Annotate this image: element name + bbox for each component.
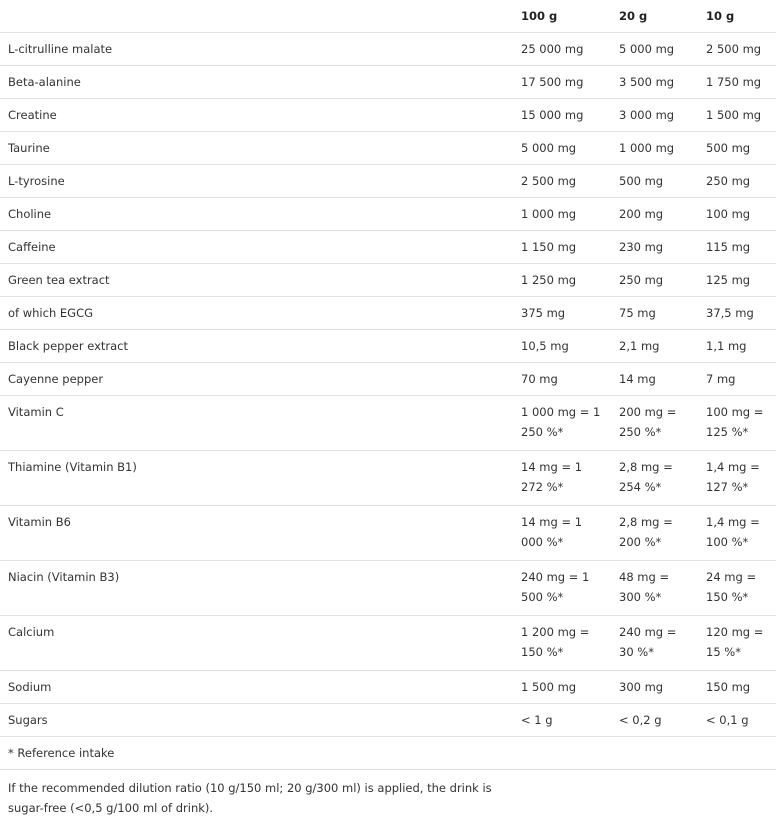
value-100g: 1 000 mg bbox=[513, 198, 611, 231]
value-100g: 5 000 mg bbox=[513, 132, 611, 165]
header-10g: 10 g bbox=[698, 0, 776, 33]
header-ingredient bbox=[0, 0, 513, 33]
ingredient-name: Vitamin C bbox=[0, 396, 513, 451]
reference-intake-footnote: * Reference intake bbox=[0, 737, 776, 770]
value-10g: 250 mg bbox=[698, 165, 776, 198]
value-10g: 1 750 mg bbox=[698, 66, 776, 99]
table-row bbox=[0, 264, 776, 297]
value-20g: 500 mg bbox=[611, 165, 698, 198]
ingredient-name: Vitamin B6 bbox=[0, 506, 513, 561]
value-20g: 3 500 mg bbox=[611, 66, 698, 99]
ingredient-name: Cayenne pepper bbox=[0, 363, 513, 396]
value-100g: 1 200 mg = 150 %* bbox=[513, 616, 611, 671]
value-100g: 14 mg = 1 000 %* bbox=[513, 506, 611, 561]
value-20g: 5 000 mg bbox=[611, 33, 698, 66]
table-body bbox=[0, 33, 776, 770]
value-100g: 1 000 mg = 1 250 %* bbox=[513, 396, 611, 451]
ingredient-name: L-citrulline malate bbox=[0, 33, 513, 66]
value-20g: 230 mg bbox=[611, 231, 698, 264]
value-10g: 24 mg = 150 %* bbox=[698, 561, 776, 616]
ingredient-name: Thiamine (Vitamin B1) bbox=[0, 451, 513, 506]
table-row bbox=[0, 33, 776, 66]
table-row bbox=[0, 561, 776, 616]
table-row bbox=[0, 363, 776, 396]
value-10g: 150 mg bbox=[698, 671, 776, 704]
value-20g: 2,8 mg = 200 %* bbox=[611, 506, 698, 561]
ingredient-name: of which EGCG bbox=[0, 297, 513, 330]
value-20g: 1 000 mg bbox=[611, 132, 698, 165]
table-row bbox=[0, 396, 776, 451]
value-100g: 10,5 mg bbox=[513, 330, 611, 363]
value-100g: 1 250 mg bbox=[513, 264, 611, 297]
ingredient-name: L-tyrosine bbox=[0, 165, 513, 198]
table-header-row bbox=[0, 0, 776, 33]
value-10g: 500 mg bbox=[698, 132, 776, 165]
value-10g: 115 mg bbox=[698, 231, 776, 264]
table-row bbox=[0, 616, 776, 671]
value-20g: < 0,2 g bbox=[611, 704, 698, 737]
value-20g: 200 mg bbox=[611, 198, 698, 231]
value-100g: 70 mg bbox=[513, 363, 611, 396]
value-100g: 14 mg = 1 272 %* bbox=[513, 451, 611, 506]
value-20g: 48 mg = 300 %* bbox=[611, 561, 698, 616]
value-10g: 1 500 mg bbox=[698, 99, 776, 132]
header-20g: 20 g bbox=[611, 0, 698, 33]
table-row bbox=[0, 704, 776, 737]
ingredient-name: Choline bbox=[0, 198, 513, 231]
header-100g: 100 g bbox=[513, 0, 611, 33]
value-10g: 1,4 mg = 100 %* bbox=[698, 506, 776, 561]
value-100g: 15 000 mg bbox=[513, 99, 611, 132]
dilution-note: If the recommended dilution ratio (10 g/150 ml; 20 g/300 ml) is applied, the drink is sugar-free (<0,5 g/100 ml of drink). bbox=[8, 781, 492, 815]
value-20g: 240 mg = 30 %* bbox=[611, 616, 698, 671]
value-100g: 240 mg = 1 500 %* bbox=[513, 561, 611, 616]
table-row bbox=[0, 671, 776, 704]
value-10g: 125 mg bbox=[698, 264, 776, 297]
value-10g: 100 mg bbox=[698, 198, 776, 231]
value-10g: 2 500 mg bbox=[698, 33, 776, 66]
value-10g: 37,5 mg bbox=[698, 297, 776, 330]
value-10g: 100 mg = 125 %* bbox=[698, 396, 776, 451]
table-row bbox=[0, 330, 776, 363]
table-row bbox=[0, 451, 776, 506]
value-10g: 7 mg bbox=[698, 363, 776, 396]
value-100g: 1 500 mg bbox=[513, 671, 611, 704]
ingredient-name: Black pepper extract bbox=[0, 330, 513, 363]
value-20g: 2,1 mg bbox=[611, 330, 698, 363]
footnote-row bbox=[0, 737, 776, 770]
ingredient-name: Calcium bbox=[0, 616, 513, 671]
table-row bbox=[0, 231, 776, 264]
value-100g: 1 150 mg bbox=[513, 231, 611, 264]
ingredient-name: Niacin (Vitamin B3) bbox=[0, 561, 513, 616]
ingredient-name: Beta-alanine bbox=[0, 66, 513, 99]
ingredient-name: Creatine bbox=[0, 99, 513, 132]
value-100g: < 1 g bbox=[513, 704, 611, 737]
value-10g: 1,1 mg bbox=[698, 330, 776, 363]
value-10g: 120 mg = 15 %* bbox=[698, 616, 776, 671]
table-row bbox=[0, 198, 776, 231]
value-20g: 200 mg = 250 %* bbox=[611, 396, 698, 451]
value-20g: 250 mg bbox=[611, 264, 698, 297]
table-row bbox=[0, 297, 776, 330]
ingredient-name: Taurine bbox=[0, 132, 513, 165]
table-row bbox=[0, 165, 776, 198]
table-row bbox=[0, 506, 776, 561]
value-10g: 1,4 mg = 127 %* bbox=[698, 451, 776, 506]
value-20g: 3 000 mg bbox=[611, 99, 698, 132]
ingredient-name: Green tea extract bbox=[0, 264, 513, 297]
table-row bbox=[0, 66, 776, 99]
value-10g: < 0,1 g bbox=[698, 704, 776, 737]
value-20g: 300 mg bbox=[611, 671, 698, 704]
table-row bbox=[0, 132, 776, 165]
value-20g: 2,8 mg = 254 %* bbox=[611, 451, 698, 506]
value-20g: 14 mg bbox=[611, 363, 698, 396]
ingredient-name: Sodium bbox=[0, 671, 513, 704]
ingredient-name: Sugars bbox=[0, 704, 513, 737]
ingredient-name: Caffeine bbox=[0, 231, 513, 264]
value-100g: 25 000 mg bbox=[513, 33, 611, 66]
table-row bbox=[0, 99, 776, 132]
value-100g: 2 500 mg bbox=[513, 165, 611, 198]
value-20g: 75 mg bbox=[611, 297, 698, 330]
value-100g: 17 500 mg bbox=[513, 66, 611, 99]
value-100g: 375 mg bbox=[513, 297, 611, 330]
